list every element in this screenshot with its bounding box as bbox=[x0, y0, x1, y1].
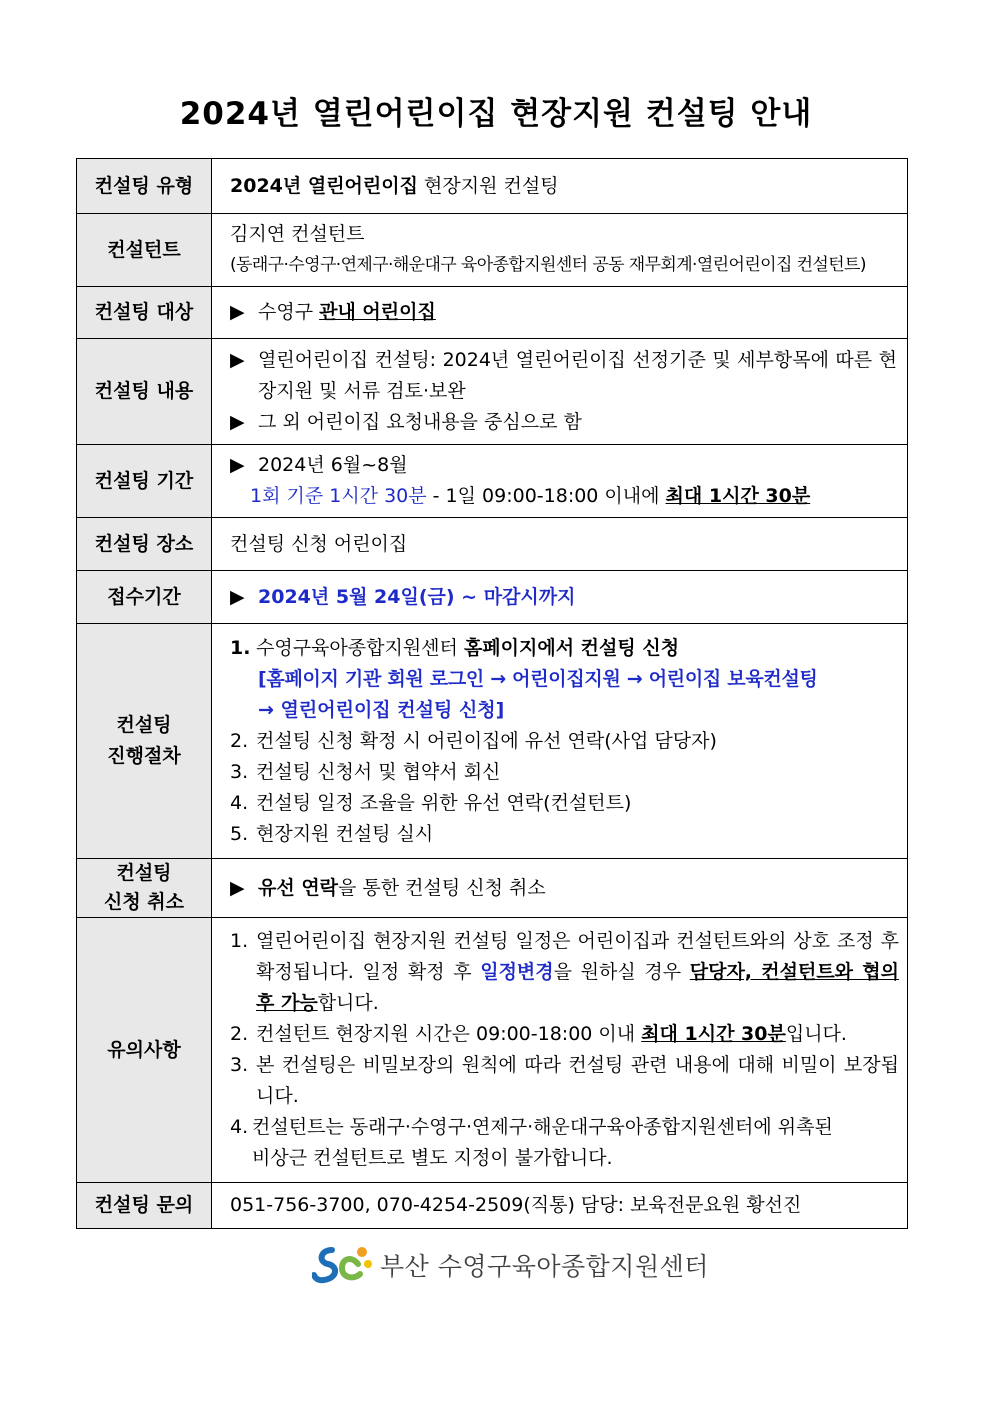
step1-path1: [홈페이지 기관 회원 로그인 → 어린이집지원 → 어린이집 보육컨설팅 bbox=[258, 667, 818, 690]
label-cancel bbox=[77, 859, 212, 918]
value-reception bbox=[212, 571, 908, 624]
value-cancel bbox=[212, 859, 908, 918]
period-emph: 최대 1시간 30분 bbox=[665, 485, 811, 507]
value-type bbox=[212, 159, 908, 214]
period-blue: 1회 기준 1시간 30분 bbox=[250, 485, 427, 507]
reception-text: 2024년 5월 24일(금) ~ 마감시까지 bbox=[258, 585, 576, 608]
step-number: 1. bbox=[230, 636, 251, 659]
note2-emph: 최대 1시간 30분 bbox=[641, 1023, 786, 1045]
procedure-step: 4. 컨설팅 일정 조율을 위한 유선 연락(컨설턴트) bbox=[230, 791, 632, 814]
org-name: 부산 수영구육아종합지원센터 bbox=[380, 1252, 709, 1281]
type-rest: 현장지원 컨설팅 bbox=[417, 174, 559, 197]
note1-b: 을 원하실 경우 bbox=[553, 961, 690, 983]
label-notes: 유의사항 bbox=[77, 918, 212, 1183]
row-period bbox=[77, 445, 908, 518]
arrow-marker-icon: ▶ bbox=[230, 349, 245, 371]
content-item: 그 외 어린이집 요청내용을 중심으로 함 bbox=[258, 411, 582, 433]
row-content bbox=[77, 339, 908, 445]
info-table bbox=[76, 158, 908, 1229]
value-consultant bbox=[212, 214, 908, 287]
note1-c: 합니다. bbox=[317, 992, 379, 1014]
value-place: 컨설팅 신청 어린이집 bbox=[212, 518, 908, 571]
arrow-marker-icon: ▶ bbox=[230, 876, 245, 899]
note1-a: 열린어린이집 현장지원 컨설팅 일정은 어린이집과 컨설턴트와의 상호 조정 후 확정됩니다. 일정 확정 후 bbox=[256, 930, 899, 983]
value-inquiry: 051-756-3700, 070-4254-2509(직통) 담당: 보육전문요원 황선진 bbox=[212, 1183, 908, 1229]
note3-text: 본 컨설팅은 비밀보장의 원칙에 따라 컨설팅 관련 내용에 대해 비밀이 보장됩니다. bbox=[256, 1054, 899, 1107]
value-content bbox=[212, 339, 908, 445]
label-inquiry: 컨설팅 문의 bbox=[77, 1183, 212, 1229]
note4-line1: 컨설턴트는 동래구·수영구·연제구·해운대구육아종합지원센터에 위촉된 bbox=[252, 1116, 833, 1138]
note-number: 3. bbox=[230, 1054, 249, 1076]
row-inquiry bbox=[77, 1183, 908, 1229]
note-number: 1. bbox=[230, 930, 249, 952]
note2-a: 컨설턴트 현장지원 시간은 09:00-18:00 이내 bbox=[256, 1023, 642, 1045]
consultant-name: 김지연 컨설턴트 bbox=[230, 223, 365, 245]
period-line1: 2024년 6월~8월 bbox=[258, 454, 408, 476]
value-procedure bbox=[212, 624, 908, 859]
row-cancel bbox=[77, 859, 908, 918]
period-mid: - 1일 09:00-18:00 이내에 bbox=[426, 485, 666, 507]
row-notes bbox=[77, 918, 908, 1183]
row-target bbox=[77, 287, 908, 339]
procedure-step: 3. 컨설팅 신청서 및 협약서 회신 bbox=[230, 760, 501, 783]
label-reception: 접수기간 bbox=[77, 571, 212, 624]
note-number: 4. bbox=[230, 1116, 249, 1138]
value-notes bbox=[212, 918, 908, 1183]
type-bold: 2024년 열린어린이집 bbox=[230, 174, 418, 197]
label-procedure-line2: 진행절차 bbox=[107, 745, 181, 767]
note4-line2: 비상근 컨설턴트로 별도 지정이 불가합니다. bbox=[252, 1147, 613, 1169]
row-procedure bbox=[77, 624, 908, 859]
label-type: 컨설팅 유형 bbox=[77, 159, 212, 214]
label-procedure-line1: 컨설팅 bbox=[116, 714, 172, 736]
sdc-logo-icon bbox=[312, 1242, 374, 1288]
procedure-step: 2. 컨설팅 신청 확정 시 어린이집에 유선 연락(사업 담당자) bbox=[230, 729, 717, 752]
row-consultant bbox=[77, 214, 908, 287]
label-procedure bbox=[77, 624, 212, 859]
value-target bbox=[212, 287, 908, 339]
note2-b: 입니다. bbox=[785, 1023, 847, 1045]
step1-pre: 수영구육아종합지원센터 bbox=[256, 636, 464, 659]
label-period: 컨설팅 기간 bbox=[77, 445, 212, 518]
consultant-affiliation: (동래구·수영구·연제구·해운대구 육아종합지원센터 공동 재무회계·열린어린이집 컨설턴트) bbox=[230, 255, 866, 275]
cancel-rest: 을 통한 컨설팅 신청 취소 bbox=[338, 876, 546, 899]
label-place: 컨설팅 장소 bbox=[77, 518, 212, 571]
arrow-marker-icon: ▶ bbox=[230, 585, 245, 608]
procedure-step: 5. 현장지원 컨설팅 실시 bbox=[230, 822, 434, 845]
label-target: 컨설팅 대상 bbox=[77, 287, 212, 339]
arrow-marker-icon: ▶ bbox=[230, 411, 245, 433]
arrow-marker-icon: ▶ bbox=[230, 454, 245, 476]
note1-emph: 담당자, 컨설턴트와 협의 후 가능 bbox=[256, 961, 899, 1014]
footer bbox=[312, 1242, 709, 1288]
arrow-marker-icon: ▶ bbox=[230, 301, 245, 323]
target-pre: 수영구 bbox=[258, 301, 320, 323]
row-place bbox=[77, 518, 908, 571]
page-title: 2024년 열린어린이집 현장지원 컨설팅 안내 bbox=[179, 96, 813, 132]
label-consultant: 컨설턴트 bbox=[77, 214, 212, 287]
label-content: 컨설팅 내용 bbox=[77, 339, 212, 445]
note-number: 2. bbox=[230, 1023, 249, 1045]
value-period bbox=[212, 445, 908, 518]
content-item: 열린어린이집 컨설팅: 2024년 열린어린이집 선정기준 및 세부항목에 따른 현장지원 및 서류 검토·보완 bbox=[258, 349, 897, 402]
cancel-bold: 유선 연락 bbox=[258, 876, 339, 899]
row-type bbox=[77, 159, 908, 214]
target-emph: 관내 어린이집 bbox=[319, 301, 436, 323]
label-cancel-line2: 신청 취소 bbox=[103, 891, 185, 913]
step1-path2: → 열린어린이집 컨설팅 신청] bbox=[258, 698, 505, 721]
note1-blue: 일정변경 bbox=[480, 961, 554, 983]
step1-bold: 홈페이지에서 컨설팅 신청 bbox=[463, 636, 680, 659]
row-reception bbox=[77, 571, 908, 624]
label-cancel-line1: 컨설팅 bbox=[116, 862, 172, 884]
